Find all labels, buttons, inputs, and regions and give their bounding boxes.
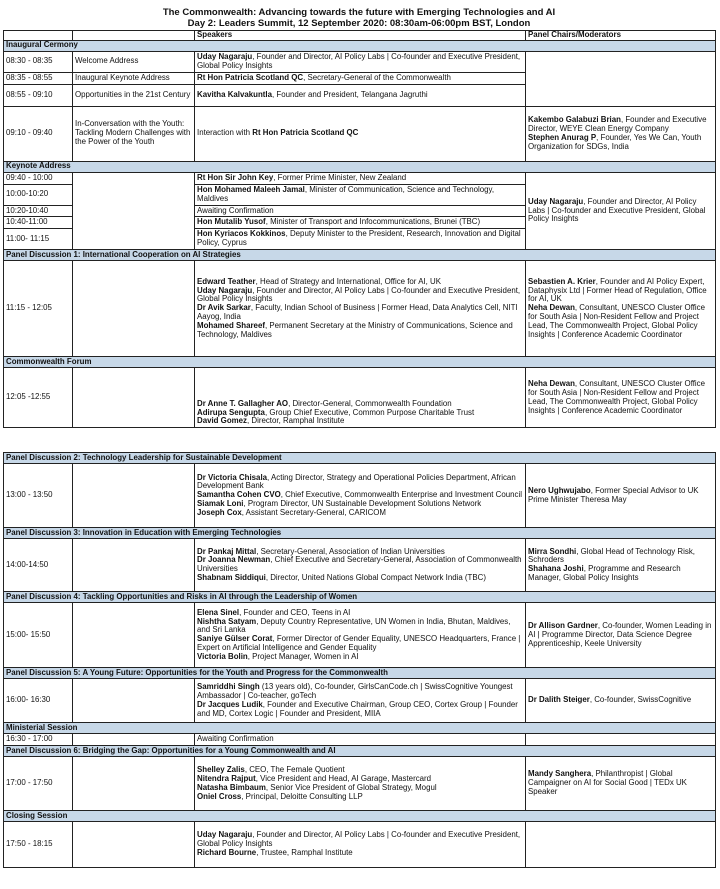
speakers-cell: Dr Anne T. Gallagher AO, Director-General, Commonwealth Foundation Adirupa Sengupta, Group Chief Executive, Common Purpose Charitable Trust David Gomez, Director, Ramphal Institute xyxy=(195,368,526,428)
chair-cell: Dr Dalith Steiger, Co-founder, SwissCognitive xyxy=(526,679,716,723)
section-header-panel-6: Panel Discussion 6: Bridging the Gap: Opportunities for a Young Commonwealth and AI xyxy=(4,746,716,757)
table-row: 17:00 - 17:50 Shelley Zalis, CEO, The Female Quotient Nitendra Rajput, Vice President and Head, AI Garage, Mastercard Natasha Bimbaum, Senior Vice President of Global Strategy, Mogul Oniel Cross, Principal, Deloitte Consulting LLP Mandy Sanghera, Philanthropist | Global Campaigner on AI for Social Good | TEDx UK Speaker xyxy=(4,757,716,811)
chair-cell: Kakembo Galabuzi Brian, Founder and Executive Director, WEYE Clean Energy Company Stephen Anurag P, Founder, Yes We Can, Youth Organization for SDGs, India xyxy=(526,106,716,161)
table-row: 15:00- 15:50 Elena Sinel, Founder and CEO, Teens in AI Nishtha Satyam, Deputy Country Representative, UN Women in India, Bhutan, Maldives, and Sri Lanka Saniye Gülser Corat, Former Director of Gender Equality, UNESCO Headquarters, France | Expert on Artificial Intelligence and Gender Equality Victoria Bolin, Project Manager, Women in AI Dr Allison Gardner, Co-founder, Women Leading in AI | Programme Director, Data Science Degree Apprenticeship, Keele University xyxy=(4,603,716,668)
speakers-cell: Dr Pankaj Mittal, Secretary-General, Association of Indian Universities Dr Joanna Newman, Chief Executive and Secretary-General, Association of Commonwealth Universities Shabnam Siddiqui, Director, United Nations Global Compact Network India (TBC) xyxy=(195,539,526,592)
section-header-panel-2: Panel Discussion 2: Technology Leadership for Sustainable Development xyxy=(4,453,716,464)
header-speakers: Speakers xyxy=(195,30,526,40)
section-header-ministerial: Ministerial Session xyxy=(4,723,716,734)
agenda-table xyxy=(3,30,716,868)
table-row: 16:30 - 17:00 Awaiting Confirmation xyxy=(4,734,716,746)
section-header-forum: Commonwealth Forum xyxy=(4,357,716,368)
table-row: 10:20-10:40 Awaiting Confirmation xyxy=(4,205,716,217)
header-time xyxy=(4,30,73,40)
speakers-cell: Edward Teather, Head of Strategy and International, Office for AI, UK Uday Nagaraju, Founder and Director, AI Policy Labs | Co-founder and Executive President, Global Policy Insights Dr Avik Sarkar, Faculty, Indian School of Business | Former Head, Data Analytics Cell, NITI Aayog, India Mohamed Shareef, Permanent Secretary at the Ministry of Communications, Science and Technology, Maldives xyxy=(195,261,526,357)
table-row: 10:00-10:20 Hon Mohamed Maleeh Jamal, Minister of Communication, Science and Technology, Maldives xyxy=(4,184,716,205)
table-row: 09:40 - 10:00 Rt Hon Sir John Key, Former Prime Minister, New Zealand Uday Nagaraju, Founder and Director, AI Policy Labs | Co-founder and Executive President, Global Policy Insights xyxy=(4,172,716,184)
table-row: 08:30 - 08:35 Welcome Address Uday Nagaraju, Founder and Director, AI Policy Labs | Co-founder and Executive President, Global Policy Insights xyxy=(4,51,716,72)
table-row: 16:00- 16:30 Samriddhi Singh (13 years old), Co-founder, GirlsCanCode.ch | SwissCognitive Youngest Ambassador | Co-teacher, goTech Dr Jacques Ludik, Founder and Executive Chairman, Group CEO, Cortex Group | Founder and MD, Cortex Logic | Founder and President, MIIA Dr Dalith Steiger, Co-founder, SwissCognitive xyxy=(4,679,716,723)
chair-cell: Dr Allison Gardner, Co-founder, Women Leading in AI | Programme Director, Data Science Degree Apprenticeship, Keele University xyxy=(526,603,716,668)
speakers-cell: Elena Sinel, Founder and CEO, Teens in AI Nishtha Satyam, Deputy Country Representative, UN Women in India, Bhutan, Maldives, and Sri Lanka Saniye Gülser Corat, Former Director of Gender Equality, UNESCO Headquarters, France | Expert on Artificial Intelligence and Gender Equality Victoria Bolin, Project Manager, Women in AI xyxy=(195,603,526,668)
table-header-row xyxy=(4,30,716,40)
speakers-cell: Samriddhi Singh (13 years old), Co-founder, GirlsCanCode.ch | SwissCognitive Youngest Ambassador | Co-teacher, goTech Dr Jacques Ludik, Founder and Executive Chairman, Group CEO, Cortex Group | Founder and MD, Cortex Logic | Founder and President, MIIA xyxy=(195,679,526,723)
table-row: 11:15 - 12:05 Edward Teather, Head of Strategy and International, Office for AI, UK Uday Nagaraju, Founder and Director, AI Policy Labs | Co-founder and Executive President, Global Policy Insights Dr Avik Sarkar, Faculty, Indian School of Business | Former Head, Data Analytics Cell, NITI Aayog, India Mohamed Shareef, Permanent Secretary at the Ministry of Communications, Science and Technology, Maldives Sebastien A. Krier, Founder and AI Policy Expert, Dataphysix Ltd | Former Head of Regulation, Office for AI, UK Neha Dewan, Consultant, UNESCO Cluster Office for South Asia | Non-Resident Fellow and Project Lead, The Commonwealth Project, Global Policy Insights | Conference Academic Coordinator xyxy=(4,261,716,357)
section-header-panel-1: Panel Discussion 1: International Cooperation on AI Strategies xyxy=(4,250,716,261)
table-row: 12:05 -12:55 Dr Anne T. Gallagher AO, Director-General, Commonwealth Foundation Adirupa Sengupta, Group Chief Executive, Common Purpose Charitable Trust David Gomez, Director, Ramphal Institute Neha Dewan, Consultant, UNESCO Cluster Office for South Asia | Non-Resident Fellow and Project Lead, The Commonwealth Project, Global Policy Insights | Conference Academic Coordinator xyxy=(4,368,716,428)
table-row: 10:40-11:00 Hon Mutalib Yusof, Minister of Transport and Infocommunications, Brunei (TBC) xyxy=(4,217,716,229)
table-row: 14:00-14:50 Dr Pankaj Mittal, Secretary-General, Association of Indian Universities Dr Joanna Newman, Chief Executive and Secretary-General, Association of Commonwealth Universities Shabnam Siddiqui, Director, United Nations Global Compact Network India (TBC) Mirra Sondhi, Global Head of Technology Risk, Schroders Shahana Joshi, Programme and Research Manager, Global Policy Insights xyxy=(4,539,716,592)
table-row: 13:00 - 13:50 Dr Victoria Chisala, Acting Director, Strategy and Operational Policies Department, African Development Bank Samantha Cohen CVO, Chief Executive, Commonwealth Enterprise and Investment Council Siamak Loni, Program Director, UN Sustainable Development Solutions Network Joseph Cox, Assistant Secretary-General, CARICOM Nero Ughwujabo, Former Special Advisor to UK Prime Minister Theresa May xyxy=(4,464,716,528)
chair-cell: Mandy Sanghera, Philanthropist | Global Campaigner on AI for Social Good | TEDx UK Speaker xyxy=(526,757,716,811)
speakers-cell: Shelley Zalis, CEO, The Female Quotient Nitendra Rajput, Vice President and Head, AI Garage, Mastercard Natasha Bimbaum, Senior Vice President of Global Strategy, Mogul Oniel Cross, Principal, Deloitte Consulting LLP xyxy=(195,757,526,811)
section-header-keynote: Keynote Address xyxy=(4,161,716,172)
table-row: 08:55 - 09:10 Opportunities in the 21st Century Kavitha Kalvakuntla, Founder and President, Telangana Jagruthi xyxy=(4,84,716,106)
chair-cell: Uday Nagaraju, Founder and Director, AI Policy Labs | Co-founder and Executive President, Global Policy Insights xyxy=(526,172,716,250)
chair-cell: Mirra Sondhi, Global Head of Technology Risk, Schroders Shahana Joshi, Programme and Research Manager, Global Policy Insights xyxy=(526,539,716,592)
chair-cell: Neha Dewan, Consultant, UNESCO Cluster Office for South Asia | Non-Resident Fellow and Project Lead, The Commonwealth Project, Global Policy Insights | Conference Academic Coordinator xyxy=(526,368,716,428)
table-row: 08:35 - 08:55 Inaugural Keynote Address Rt Hon Patricia Scotland QC, Secretary-General of the Commonwealth xyxy=(4,72,716,84)
chair-cell: Sebastien A. Krier, Founder and AI Policy Expert, Dataphysix Ltd | Former Head of Regulation, Office for AI, UK Neha Dewan, Consultant, UNESCO Cluster Office for South Asia | Non-Resident Fellow and Project Lead, The Commonwealth Project, Global Policy Insights | Conference Academic Coordinator xyxy=(526,261,716,357)
table-row: 17:50 - 18:15 Uday Nagaraju, Founder and Director, AI Policy Labs | Co-founder and Executive President, Global Policy Insights Richard Bourne, Trustee, Ramphal Institute xyxy=(4,822,716,868)
chair-cell: Nero Ughwujabo, Former Special Advisor to UK Prime Minister Theresa May xyxy=(526,464,716,528)
chair-cell-empty xyxy=(526,51,716,106)
page-gap xyxy=(4,428,716,453)
table-row: 09:10 - 09:40 In-Conversation with the Youth: Tackling Modern Challenges with the Power of the Youth Interaction with Rt Hon Patricia Scotland QC Kakembo Galabuzi Brian, Founder and Executive Director, WEYE Clean Energy Company Stephen Anurag P, Founder, Yes We Can, Youth Organization for SDGs, India xyxy=(4,106,716,161)
agenda-title: The Commonwealth: Advancing towards the future with Emerging Technologies and AI xyxy=(162,7,556,18)
section-header-panel-5: Panel Discussion 5: A Young Future: Opportunities for the Youth and Progress for the Commonwealth xyxy=(4,668,716,679)
agenda-subtitle: Day 2: Leaders Summit, 12 September 2020: 08:30am-06:00pm BST, London xyxy=(187,17,531,29)
section-header-panel-4: Panel Discussion 4: Tackling Opportunities and Risks in AI through the Leadership of Women xyxy=(4,592,716,603)
section-header-inaugural: Inaugural Cermony xyxy=(4,40,716,51)
header-chairs: Panel Chairs/Moderators xyxy=(526,30,716,40)
agenda-document xyxy=(3,8,715,868)
table-row: 11:00- 11:15 Hon Kyriacos Kokkinos, Deputy Minister to the President, Research, Innovation and Digital Policy, Cyprus xyxy=(4,229,716,250)
header-session xyxy=(73,30,195,40)
speakers-cell: Uday Nagaraju, Founder and Director, AI Policy Labs | Co-founder and Executive President, Global Policy Insights Richard Bourne, Trustee, Ramphal Institute xyxy=(195,822,526,868)
section-header-panel-3: Panel Discussion 3: Innovation in Education with Emerging Technologies xyxy=(4,528,716,539)
speakers-cell: Dr Victoria Chisala, Acting Director, Strategy and Operational Policies Department, African Development Bank Samantha Cohen CVO, Chief Executive, Commonwealth Enterprise and Investment Council Siamak Loni, Program Director, UN Sustainable Development Solutions Network Joseph Cox, Assistant Secretary-General, CARICOM xyxy=(195,464,526,528)
section-header-closing: Closing Session xyxy=(4,811,716,822)
